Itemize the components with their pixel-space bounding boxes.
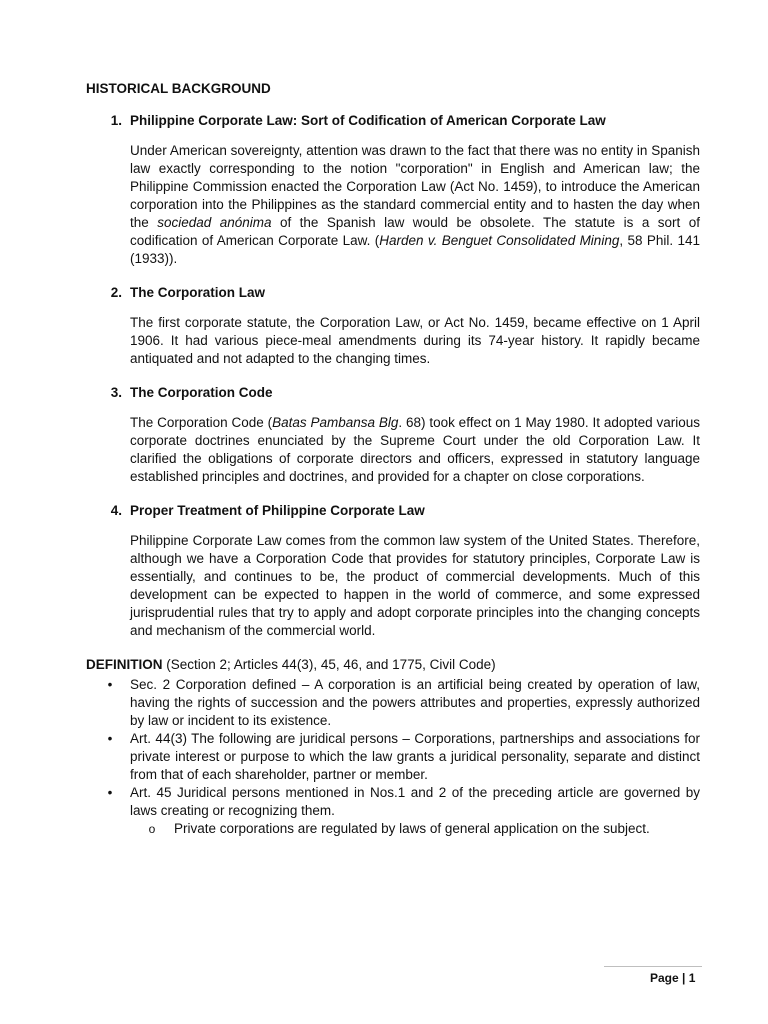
- section-title: The Corporation Law: [130, 285, 265, 300]
- bullet-icon: •: [107, 731, 113, 746]
- section-4-paragraph: Philippine Corporate Law comes from the common law system of the United States. Therefore, although we have a Corporation Code that provides for statutory principles, Corporate Law is essentially, and continues to be, the product of commercial developments. Much of this development can be expected to happen in the world of commerce, and some expressed jurisprudential rules that try to apply and adopt corporate principles into the changing concepts and mechanism of the commercial world.: [130, 533, 700, 638]
- list-item-text: Art. 45 Juridical persons mentioned in Nos.1 and 2 of the preceding article are governed by laws creating or recognizing them.: [130, 785, 700, 818]
- section-title: Philippine Corporate Law: Sort of Codification of American Corporate Law: [130, 113, 606, 128]
- section-1-title-row: [86, 112, 700, 130]
- sub-list-item: [130, 820, 700, 838]
- section-title: The Corporation Code: [130, 385, 273, 400]
- definition-list: [86, 676, 700, 820]
- bullet-icon: •: [107, 677, 113, 692]
- list-item: [86, 676, 700, 730]
- text-run: The Corporation Code (: [130, 415, 273, 430]
- text-run: . 68) took effect on 1 May 1980. It adopted various corporate doctrines enunciated by the Supreme Court under the old Corporation Law. It clarified the obligations of corporate directors and officers, expressed in statutory language established principles and doctrines, and provided for a chapter on close corporations.: [130, 415, 700, 484]
- list-item-text: Private corporations are regulated by laws of general application on the subject.: [174, 821, 650, 836]
- italic-term: sociedad anónima: [157, 215, 272, 230]
- bullet-icon: •: [107, 785, 113, 800]
- text-run: Under American sovereignty, attention was drawn to the fact that there was no entity in Spanish law exactly corresponding to the notion "corporation" in English and American law; the Philippine Commission enacted the Corporation Law (Act No. 1459), to introduce the American corporation into the Philippines as the standard commercial entity and to hasten the day when the: [130, 143, 700, 230]
- section-2-title-row: [86, 284, 700, 302]
- definition-label: DEFINITION: [86, 657, 163, 672]
- page-footer: [612, 969, 702, 993]
- section-number: 2.: [110, 285, 122, 300]
- list-item-text: Sec. 2 Corporation defined – A corporation is an artificial being created by operation of law, having the rights of succession and the powers attributes and properties, expressly authorized by law or incident to its existence.: [130, 677, 700, 728]
- section-2-paragraph: The first corporate statute, the Corporation Law, or Act No. 1459, became effective on 1 April 1906. It had various piece-meal amendments during its 74-year history. It rapidly became antiquated and not adapted to the changing times.: [130, 315, 700, 366]
- section-3-title-row: [86, 384, 700, 402]
- hollow-bullet-icon: o: [148, 822, 156, 836]
- section-3-paragraph: [130, 414, 700, 486]
- text-run: of the Spanish law would be obsolete. The statute is a sort of codification of American Corporate Law. (: [130, 215, 700, 248]
- list-item: [86, 730, 700, 784]
- section-title: Proper Treatment of Philippine Corporate Law: [130, 503, 425, 518]
- document-body: [86, 80, 700, 838]
- italic-term: Batas Pambansa Blg: [272, 415, 399, 430]
- list-item: [86, 784, 700, 820]
- section-number: 3.: [110, 385, 122, 400]
- section-4-title-row: [86, 502, 700, 520]
- section-1-paragraph: [130, 142, 700, 268]
- definition-reference: (Section 2; Articles 44(3), 45, 46, and 1775, Civil Code): [162, 657, 496, 672]
- definition-heading: [86, 656, 700, 674]
- list-item-text: Art. 44(3) The following are juridical persons – Corporations, partnerships and associations for private interest or purpose to which the law grants a juridical personality, separate and distinct from that of each shareholder, partner or member.: [130, 731, 700, 782]
- section-number: 4.: [110, 503, 122, 518]
- section-heading: HISTORICAL BACKGROUND: [86, 81, 271, 96]
- case-citation: Harden v. Benguet Consolidated Mining: [379, 233, 620, 248]
- page-number: Page | 1: [650, 971, 696, 985]
- text-run: , 58 Phil. 141 (1933)).: [130, 233, 701, 266]
- section-number: 1.: [110, 113, 122, 128]
- footer-divider: [604, 966, 702, 967]
